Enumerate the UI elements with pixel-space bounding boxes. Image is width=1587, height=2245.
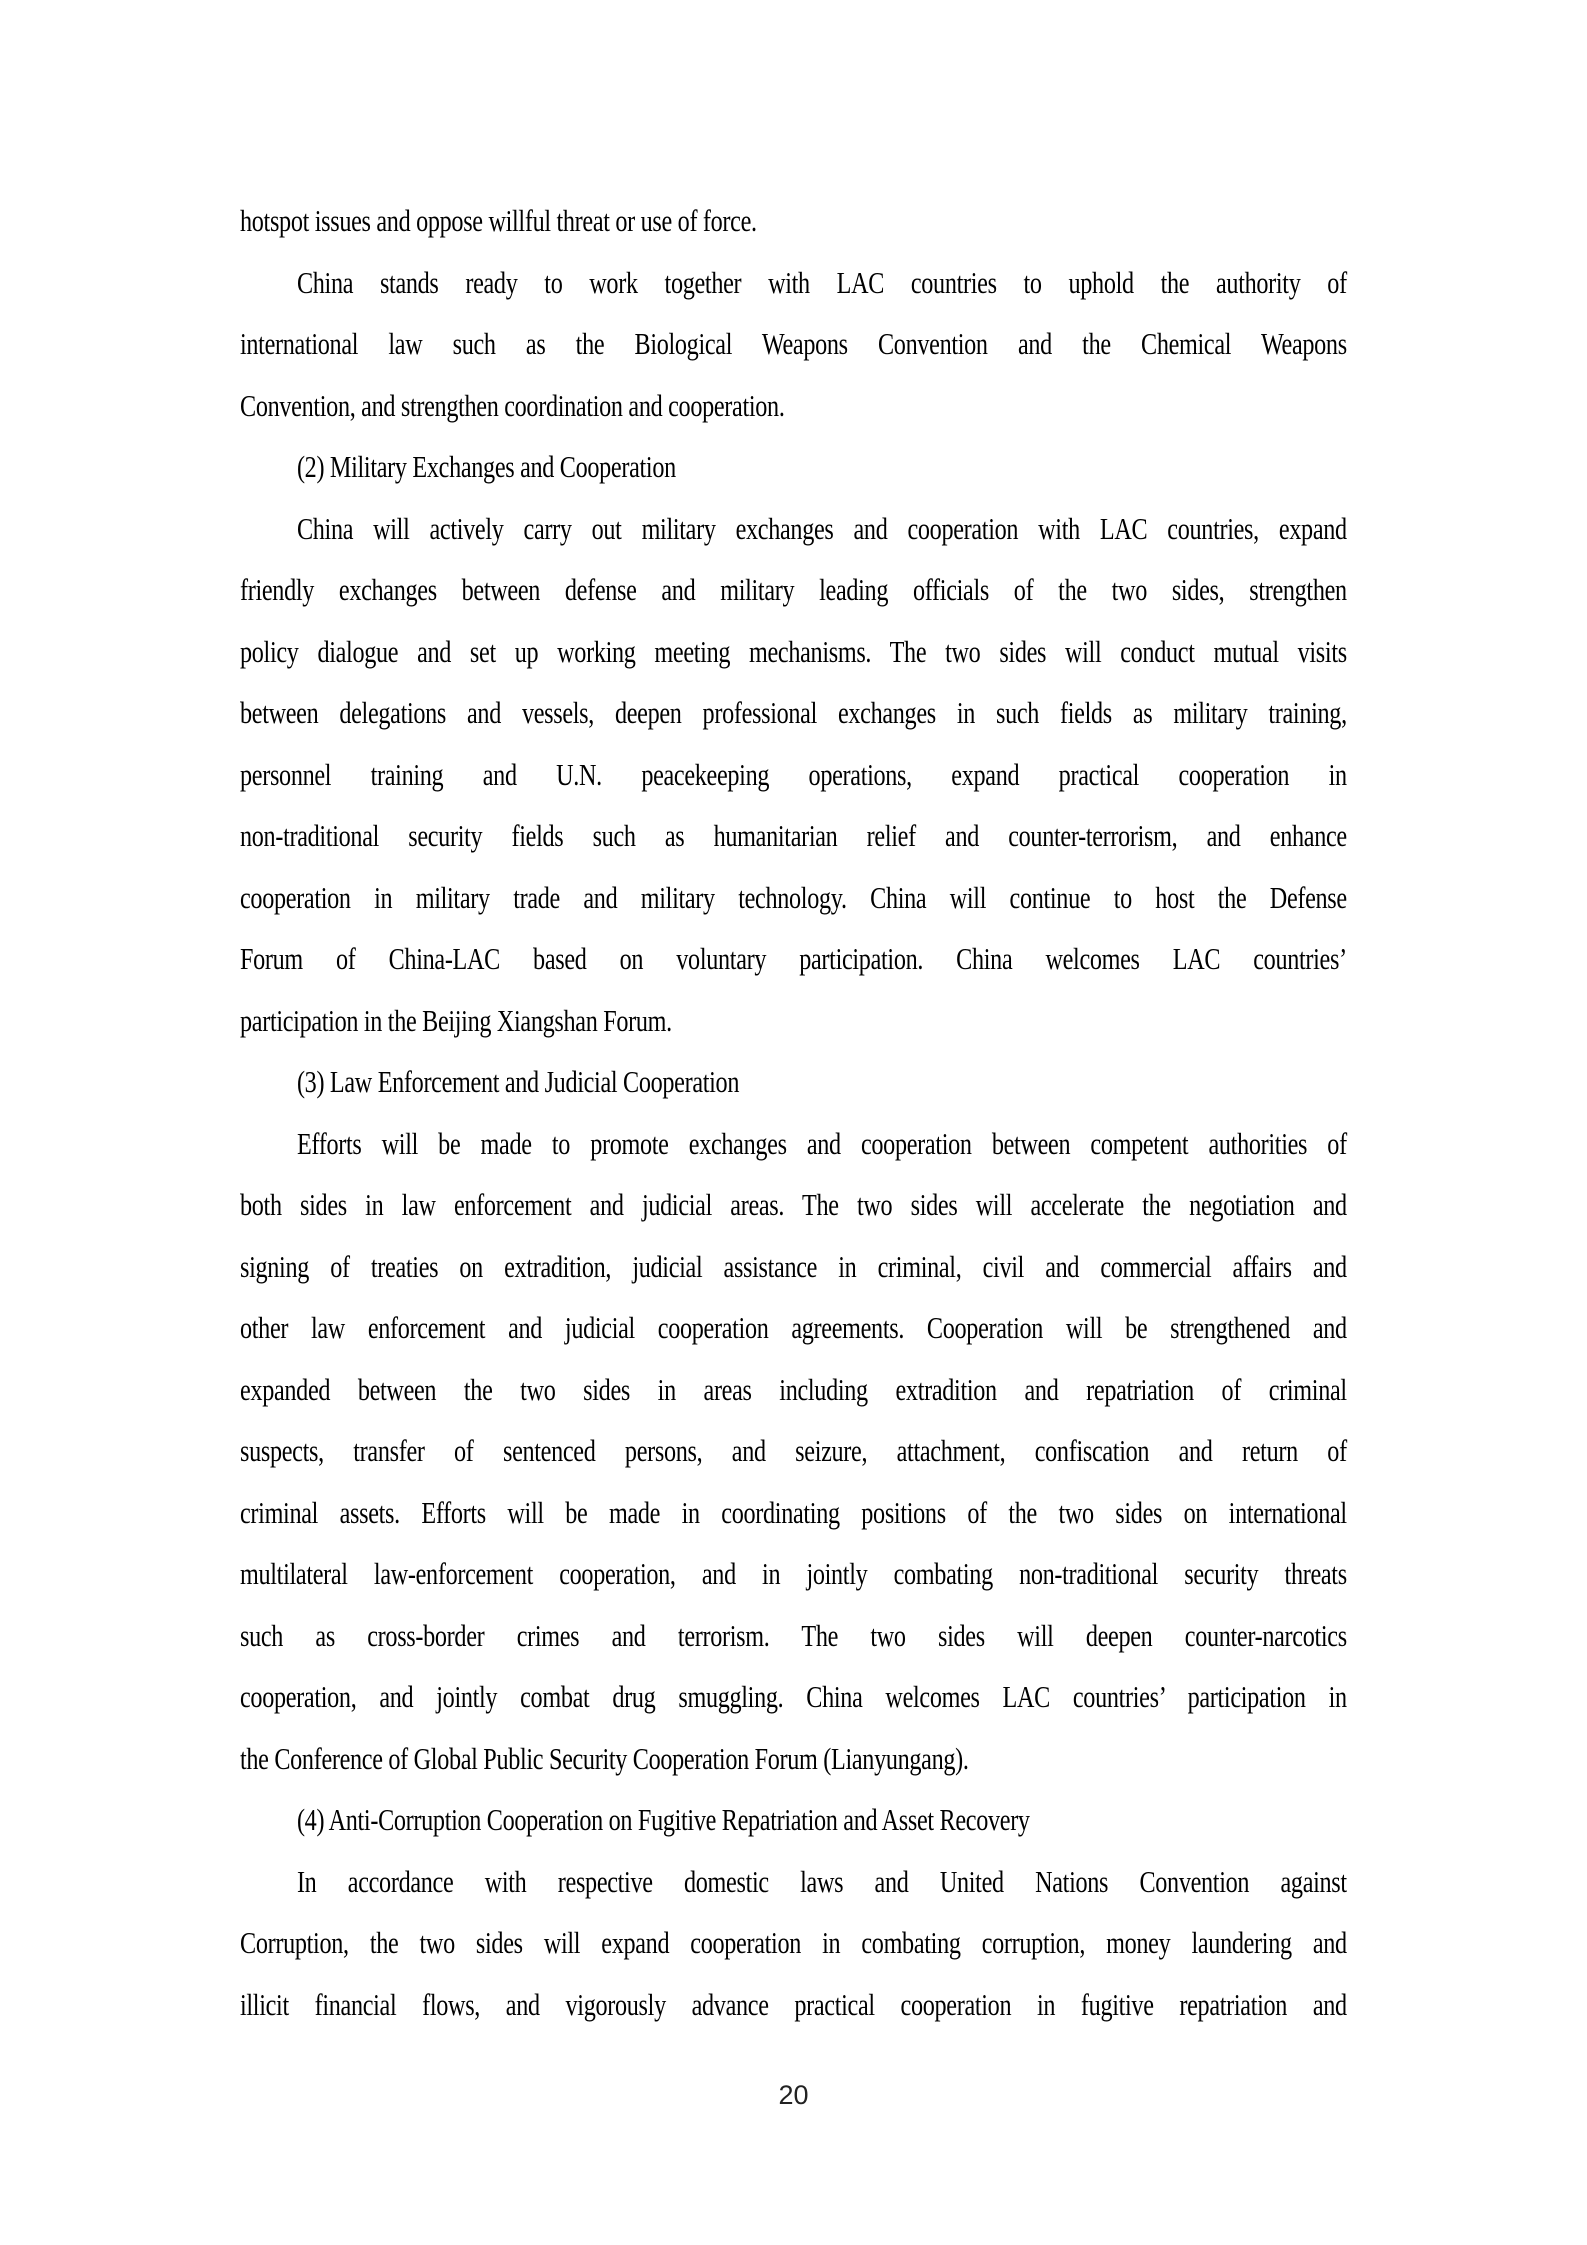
text-line: such as cross-border crimes and terrorism. The two sides will deepen counter-narcotics — [240, 1617, 1347, 1653]
text-line: (3) Law Enforcement and Judicial Cooperation — [296, 1064, 740, 1099]
text-line: illicit financial flows, and vigorously advance practical cooperation in fugitive repatriation and — [240, 1986, 1347, 2022]
text-line: Corruption, the two sides will expand cooperation in combating corruption, money laundering and — [240, 1925, 1347, 1960]
text-line: signing of treaties on extradition, judicial assistance in criminal, civil and commercial affairs and — [240, 1248, 1347, 1284]
text-line: non-traditional security fields such as humanitarian relief and counter-terrorism, and enhance — [240, 818, 1347, 853]
page-number: 20 — [778, 2080, 809, 2110]
text-line: (4) Anti-Corruption Cooperation on Fugitive Repatriation and Asset Recovery — [296, 1802, 1030, 1837]
text-line: Forum of China-LAC based on voluntary participation. China welcomes LAC countries’ — [240, 941, 1347, 976]
paragraph — [240, 1851, 1347, 2036]
text-line: criminal assets. Efforts will be made in coordinating positions of the two sides on international — [240, 1494, 1347, 1530]
text-line: China will actively carry out military exchanges and cooperation with LAC countries, expand — [296, 510, 1347, 546]
text-line: the Conference of Global Public Security Cooperation Forum (Lianyungang). — [240, 1740, 969, 1776]
paragraph — [240, 498, 1347, 1052]
text-line: suspects, transfer of sentenced persons, and seizure, attachment, confiscation and return of — [240, 1433, 1347, 1468]
section-heading — [240, 436, 1347, 498]
text-line: cooperation, and jointly combat drug smuggling. China welcomes LAC countries’ participation in — [240, 1679, 1347, 1714]
paragraph — [240, 1113, 1347, 1790]
text-line: international law such as the Biological Weapons Convention and the Chemical Weapons — [240, 326, 1347, 361]
text-block — [240, 190, 1347, 2035]
text-line: policy dialogue and set up working meeting mechanisms. The two sides will conduct mutual visits — [240, 633, 1347, 669]
text-line: multilateral law-enforcement cooperation, and in jointly combating non-traditional security threats — [240, 1556, 1347, 1591]
paragraph — [240, 252, 1347, 437]
text-line: cooperation in military trade and military technology. China will continue to host the Defense — [240, 879, 1347, 915]
text-line: both sides in law enforcement and judicial areas. The two sides will accelerate the negotiation and — [240, 1187, 1347, 1222]
text-line: hotspot issues and oppose willful threat or use of force. — [240, 203, 757, 238]
section-heading — [240, 1051, 1347, 1113]
text-line: friendly exchanges between defense and military leading officials of the two sides, strengthen — [240, 572, 1347, 607]
text-line: (2) Military Exchanges and Cooperation — [296, 449, 676, 484]
text-line: other law enforcement and judicial cooperation agreements. Cooperation will be strengthened and — [240, 1310, 1347, 1345]
text-line: Convention, and strengthen coordination and cooperation. — [240, 387, 785, 423]
text-line: Efforts will be made to promote exchanges and cooperation between competent authorities of — [296, 1125, 1347, 1161]
text-line: between delegations and vessels, deepen professional exchanges in such fields as military training, — [240, 695, 1347, 730]
text-line: China stands ready to work together with LAC countries to uphold the authority of — [296, 264, 1347, 300]
text-line: personnel training and U.N. peacekeeping operations, expand practical cooperation in — [240, 756, 1347, 792]
section-heading — [240, 1789, 1347, 1851]
text-line: In accordance with respective domestic laws and United Nations Convention against — [296, 1863, 1347, 1899]
paragraph — [240, 190, 1347, 252]
text-line: participation in the Beijing Xiangshan Forum. — [240, 1002, 672, 1038]
text-line: expanded between the two sides in areas including extradition and repatriation of criminal — [240, 1371, 1347, 1407]
